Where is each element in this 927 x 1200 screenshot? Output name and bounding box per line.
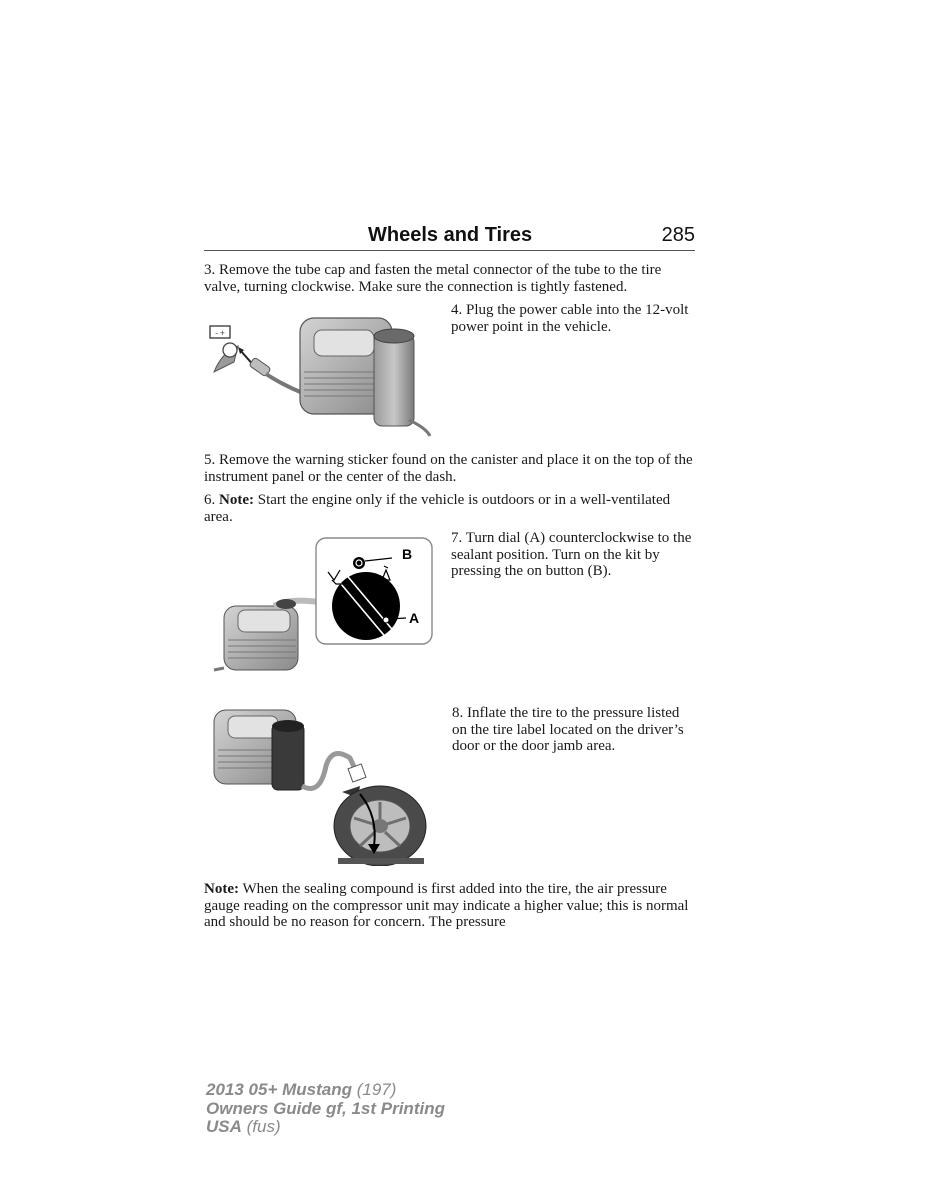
note-paragraph [204, 881, 696, 931]
battery-symbol: - + [215, 328, 225, 338]
step-7-text: 7. Turn dial (A) counterclockwise to the sealant position. Turn on the kit by pressing the on button (B). [451, 530, 692, 579]
section-title: Wheels and Tires [368, 224, 533, 246]
step-6-prefix: 6. [204, 492, 216, 508]
step-6-note-text: Start the engine only if the vehicle is outdoors or in a well-ventilated area. [204, 492, 671, 525]
dial-label-a: A [409, 610, 420, 626]
footer-model-code: (197) [352, 1080, 397, 1099]
dial-and-button-illustration [210, 536, 446, 676]
note-label: Note: [204, 881, 239, 897]
page-number: 285 [661, 224, 695, 246]
footer-market: USA [206, 1117, 242, 1136]
step-8-text: 8. Inflate the tire to the pressure listed on the tire label located on the driver’s door or the door jamb area. [452, 705, 684, 754]
page-header [204, 224, 695, 251]
step-5-text: 5. Remove the warning sticker found on the canister and place it on the top of the instrument panel or the center of the dash. [204, 452, 693, 485]
footer-model: 2013 05+ Mustang [206, 1080, 352, 1099]
step-4-text: 4. Plug the power cable into the 12-volt power point in the vehicle. [451, 302, 689, 335]
print-footer [206, 1081, 445, 1137]
step-3-text: 3. Remove the tube cap and fasten the metal connector of the tube to the tire valve, turning clockwise. Make sure the connection is tightly fastened. [204, 262, 662, 295]
note-text: When the sealing compound is first added into the tire, the air pressure gauge reading on the compressor unit may indicate a higher value; this is normal and should be no reason for concern. The pressure [204, 881, 689, 930]
footer-market-code: (fus) [241, 1117, 281, 1136]
dial-label-b: B [402, 546, 413, 562]
step-6-text [204, 492, 696, 525]
footer-guide: Owners Guide gf, 1st Printing [206, 1098, 445, 1118]
step-6-note-label: Note: [219, 492, 254, 508]
tire-inflation-illustration [210, 706, 440, 866]
compressor-power-plug-illustration [204, 312, 444, 440]
